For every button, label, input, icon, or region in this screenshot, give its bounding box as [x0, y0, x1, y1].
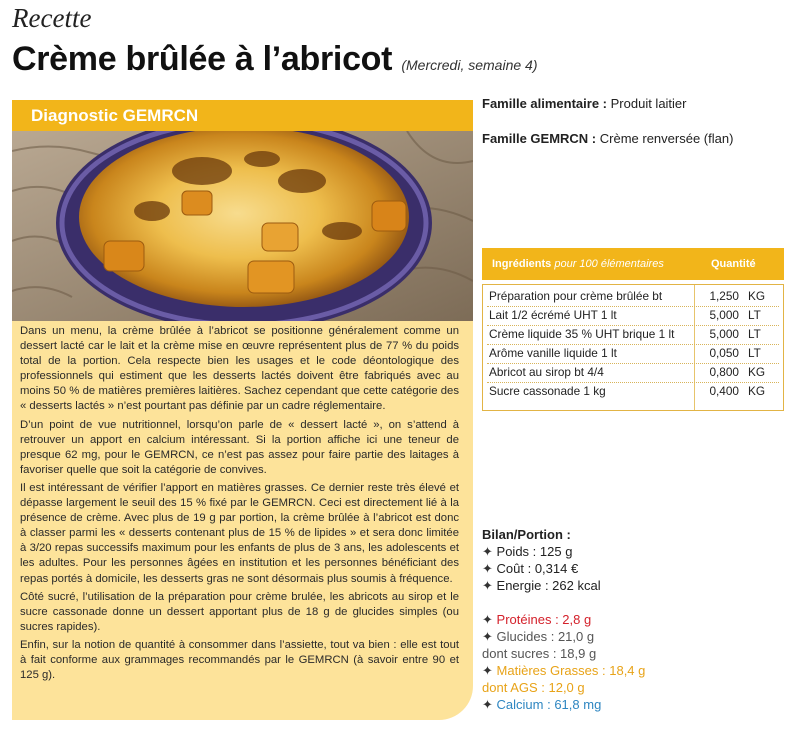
custom-surface: [79, 131, 409, 307]
ingredient-name: Préparation pour crème brûlée bt: [489, 289, 663, 303]
diagnostic-paragraph: Dans un menu, la crème brûlée à l’abricot se positionne généralement comme un dessert lacté car le lait et la crème mise en œuvre représentent plus de 77 % du poids total de la portion. Cela respecte bien les usages et le code déontologique des professionnels qui estiment que les desserts lactés doivent être fabriqués avec au moins 50 % de matières premières laitières. Sachez cependant que cette catégorie des « desserts lactés » n’est pourtant pas définie par un cadre réglementaire.: [20, 325, 459, 413]
ingredient-unit: KG: [748, 289, 766, 303]
ingredient-qty: 1,250: [709, 289, 739, 303]
diagnostic-label: Diagnostic GEMRCN: [31, 106, 199, 125]
ingredient-row: [483, 363, 783, 382]
dessert-photo: [12, 131, 473, 321]
ingredient-name: Lait 1/2 écrémé UHT 1 lt: [489, 308, 617, 322]
ingredient-unit: LT: [748, 327, 761, 341]
ingredient-qty: 5,000: [709, 308, 739, 322]
page-title: [12, 40, 537, 79]
recipe-title: Crème brûlée à l’abricot: [12, 40, 393, 78]
ingredient-qty: 0,800: [709, 365, 739, 379]
bilan-title: Bilan/Portion :: [482, 527, 571, 542]
bullet-icon: ✦: [482, 561, 493, 576]
bilan-portion: [482, 526, 645, 713]
diagnostic-paragraph: Enfin, sur la notion de quantité à consommer dans l’assiette, tout va bien : elle est tout à fait conforme aux grammages recommandés par le GEMRCN (à savoir entre 90 et 125 g).: [20, 638, 459, 682]
ingredient-row: [483, 325, 783, 344]
ingredient-unit: KG: [748, 384, 766, 398]
ingredient-name: Arôme vanille liquide 1 lt: [489, 346, 617, 360]
bilan-spacer: [482, 594, 645, 611]
ingredient-name: Sucre cassonade 1 kg: [489, 384, 606, 398]
ingredient-qty: 5,000: [709, 327, 739, 341]
bilan-proteines: ✦ Protéines : 2,8 g: [482, 612, 592, 627]
ingredient-row: [483, 306, 783, 325]
ingredients-table: [482, 284, 784, 411]
ingredient-row: [483, 287, 783, 306]
ingredient-unit: LT: [748, 308, 761, 322]
bullet-icon: ✦: [482, 697, 493, 712]
ingredient-unit: KG: [748, 365, 766, 379]
bilan-cout: ✦ Coût : 0,314 €: [482, 561, 579, 576]
ingredients-header: [482, 248, 784, 280]
ingredient-unit: LT: [748, 346, 761, 360]
bullet-icon: ✦: [482, 578, 493, 593]
famille-gemrcn-value: Crème renversée (flan): [599, 131, 734, 146]
ingredient-row: [483, 382, 783, 401]
ingredient-qty: 0,050: [709, 346, 739, 360]
ingredient-name: Abricot au sirop bt 4/4: [489, 365, 604, 379]
bilan-energie: ✦ Energie : 262 kcal: [482, 578, 601, 593]
bullet-icon: ✦: [482, 629, 493, 644]
diagnostic-text: [12, 321, 473, 720]
recipe-subtitle: (Mercredi, semaine 4): [401, 57, 538, 73]
bullet-icon: ✦: [482, 663, 493, 678]
ingredient-row: [483, 344, 783, 363]
famille-alimentaire: [482, 96, 687, 111]
famille-alimentaire-label: Famille alimentaire :: [482, 96, 607, 111]
famille-gemrcn: [482, 131, 733, 146]
ingredient-name: Crème liquide 35 % UHT brique 1 lt: [489, 327, 675, 341]
bullet-icon: ✦: [482, 544, 493, 559]
diagnostic-header: [12, 100, 473, 131]
bilan-lipides: ✦ Matières Grasses : 18,4 g: [482, 663, 646, 678]
bilan-calcium: ✦ Calcium : 61,8 mg: [482, 697, 602, 712]
bilan-glucides: ✦ Glucides : 21,0 g: [482, 629, 595, 644]
diagnostic-paragraph: Il est intéressant de vérifier l’apport en matières grasses. Ce dernier reste très élevé et dépasse largement le seuil des 15 % fixé par le GEMRCN. Ceci est directement lié à la présence de crème. Avec plus de 19 g par portion, la crème brûlée à l’abricot est donc à classer parmi les « desserts contenant plus de 15 % de lipides » et sera donc limitée à 3/20 repas successifs maximum pour les enfants de plus de 3 ans, les adolescents et les adultes. Pour les personnes âgées en institution et les personnes bénéficiant des repas portés à domicile, les desserts gras ne sont désormais plus soumis à fréquence.: [20, 481, 459, 585]
diagnostic-paragraph: Côté sucré, l’utilisation de la préparation pour crème brulée, les abricots au sirop et le sucre cassonade donne un dessert apportant plus de 18 g de glucides simples (ou sucres rapides).: [20, 590, 459, 633]
bullet-icon: ✦: [482, 612, 493, 627]
bilan-ags: dont AGS : 12,0 g: [482, 680, 585, 695]
famille-gemrcn-label: Famille GEMRCN :: [482, 131, 597, 146]
bilan-sucres: dont sucres : 18,9 g: [482, 646, 597, 661]
famille-alimentaire-value: Produit laitier: [610, 96, 687, 111]
diagnostic-paragraph: D’un point de vue nutritionnel, lorsqu’on parle de « dessert lacté », on s’attend à retrouver un apport en calcium intéressant. Si la portion affiche ici une teneur de presque 62 mg, pour le GEMRCN, ce n’est pas assez pour faire partie des laitages à favoriser quelle que soit la catégorie de convives.: [20, 418, 459, 476]
ingredients-title: Ingrédients pour 100 élémentaires: [492, 258, 664, 270]
quantity-title: Quantité: [711, 258, 756, 270]
recipe-kicker: Recette: [12, 3, 92, 33]
bilan-poids: ✦ Poids : 125 g: [482, 544, 573, 559]
ingredient-qty: 0,400: [709, 384, 739, 398]
